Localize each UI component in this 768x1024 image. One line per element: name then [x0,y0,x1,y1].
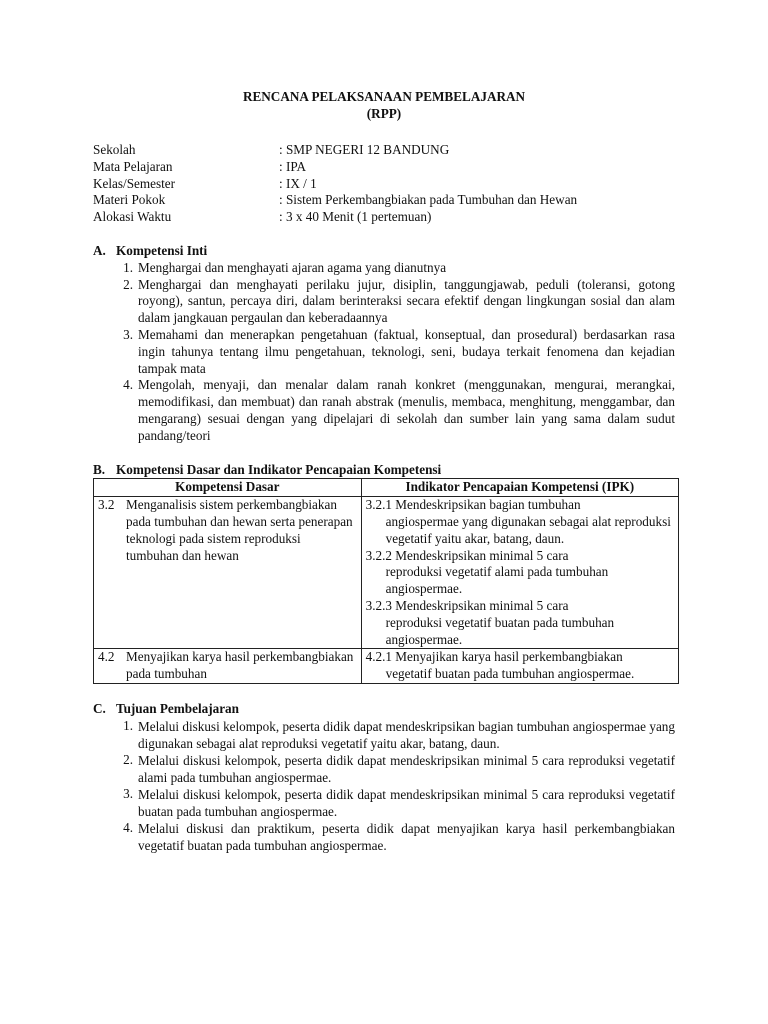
list-number: 1. [123,717,133,733]
section-kompetensi-dasar [93,462,675,684]
list-text: Melalui diskusi kelompok, peserta didik dapat mendeskripsikan minimal 5 cara reproduksi vegetatif alami pada tumbuhan angiospermae. [138,752,675,785]
list-text: Mengolah, menyaji, dan menalar dalam ranah konkret (menggunakan, mengurai, merangkai, memodifikasi, dan membuat) dan ranah abstrak (menulis, membaca, menghitung, menggambar, dan mengarang) sesuai dengan yang dipelajari di sekolah dan sumber lain yang sama dalam sudut pandang/teori [138,377,675,443]
kd-text: Menganalisis sistem perkembangbiakan pada tumbuhan dan hewan serta penerapan teknologi pada sistem reproduksi tumbuhan dan hewan [126,497,353,563]
ipk-first-line: 3.2.1 Mendeskripsikan bagian tumbuhan [365,497,581,513]
identity-row [93,159,675,176]
list-item [93,377,675,444]
list-item [93,277,675,327]
identity-row [93,176,675,193]
col-header-kd: Kompetensi Dasar [94,479,362,497]
list-item [93,786,675,820]
list-number: 3. [123,785,133,801]
list-text: Melalui diskusi kelompok, peserta didik dapat mendeskripsikan minimal 5 cara reproduksi vegetatif buatan pada tumbuhan angiospermae. [138,786,675,819]
section-heading [93,701,675,718]
list-number: 1. [123,259,133,275]
section-title: Kompetensi Dasar dan Indikator Pencapaian Kompetensi [116,461,442,477]
list-number: 3. [123,326,133,342]
list-item [93,327,675,377]
col-header-ipk: Indikator Pencapaian Kompetensi (IPK) [361,479,678,497]
list-text: Melalui diskusi dan praktikum, peserta didik dapat menyajikan karya hasil perkembangbiakan vegetatif buatan pada tumbuhan angiospermae. [138,820,675,853]
identity-value: : SMP NEGERI 12 BANDUNG [279,142,450,157]
identity-value: : IX / 1 [279,175,317,191]
list-text: Memahami dan menerapkan pengetahuan (faktual, konseptual, dan prosedural) berdasarkan rasa ingin tahunya tentang ilmu pengetahuan, teknologi, seni, budaya terkait fenomena dan kejadian tampak mata [138,326,675,376]
document-title [93,88,675,122]
identity-row [93,209,675,226]
identity-key: Kelas/Semester [93,175,176,191]
ipk-continuation: reproduksi vegetatif buatan pada tumbuhan angiospermae. [385,614,615,647]
list-item [93,260,675,277]
kd-number: 4.2 [98,649,115,665]
document-page [93,88,675,854]
list-number: 4. [123,819,133,835]
section-letter: A. [93,242,106,258]
identity-value: : IPA [279,158,306,174]
kd-cell [94,649,362,684]
ipk-cell [361,649,678,684]
table-row [94,497,679,649]
kd-cell [94,497,362,649]
section-title: Tujuan Pembelajaran [116,700,239,716]
kd-text: Menyajikan karya hasil perkembangbiakan pada tumbuhan [126,649,354,682]
section-letter: B. [93,461,106,477]
ipk-item [366,548,674,598]
identity-row [93,192,675,209]
title-line-1: RENCANA PELAKSANAAN PEMBELAJARAN [242,89,526,104]
tujuan-list [93,718,675,854]
identity-value: : Sistem Perkembangbiakan pada Tumbuhan dan Hewan [279,192,578,208]
section-heading [93,243,675,260]
identity-key: Alokasi Waktu [93,209,172,225]
kd-ipk-table [93,478,679,684]
list-number: 2. [123,751,133,767]
ipk-continuation: reproduksi vegetatif alami pada tumbuhan angiospermae. [385,564,609,597]
section-title: Kompetensi Inti [116,242,208,258]
table-header-row [94,479,679,497]
list-number: 4. [123,377,133,393]
ipk-first-line: 4.2.1 Menyajikan karya hasil perkembangbiakan [365,649,623,665]
identity-block [93,142,675,226]
list-item [93,820,675,854]
section-heading [93,462,675,479]
list-text: Menghargai dan menghayati perilaku jujur, disiplin, tanggungjawab, peduli (toleransi, gotong royong), santun, percaya diri, dalam berinteraksi secara efektif dengan lingkungan sosial dan alam dalam jangkauan pergaulan dan keberadaannya [138,276,675,326]
ipk-first-line: 3.2.3 Mendeskripsikan minimal 5 cara [365,597,569,613]
section-tujuan-pembelajaran [93,701,675,854]
section-letter: C. [93,700,106,716]
identity-key: Sekolah [93,142,136,157]
ipk-item [366,649,674,683]
list-text: Melalui diskusi kelompok, peserta didik dapat mendeskripsikan bagian tumbuhan angiospermae yang digunakan sebagai alat reproduksi vegetatif yaitu akar, batang, daun. [138,718,675,751]
kompetensi-inti-list [93,260,675,445]
ipk-cell [361,497,678,649]
title-line-2: (RPP) [366,106,402,121]
list-text: Menghargai dan menghayati ajaran agama yang dianutnya [138,259,447,275]
ipk-first-line: 3.2.2 Mendeskripsikan minimal 5 cara [365,547,569,563]
ipk-continuation: angiospermae yang digunakan sebagai alat reproduksi vegetatif yaitu akar, batang, daun. [385,513,671,546]
section-kompetensi-inti [93,243,675,445]
kd-number: 3.2 [98,497,115,513]
ipk-item [366,497,674,547]
identity-row [93,142,675,159]
identity-value: : 3 x 40 Menit (1 pertemuan) [279,209,432,225]
list-item [93,718,675,752]
list-item [93,752,675,786]
ipk-item [366,598,674,648]
identity-key: Materi Pokok [93,192,166,208]
identity-key: Mata Pelajaran [93,158,173,174]
list-number: 2. [123,276,133,292]
ipk-continuation: vegetatif buatan pada tumbuhan angiospermae. [385,666,635,682]
table-row [94,649,679,684]
